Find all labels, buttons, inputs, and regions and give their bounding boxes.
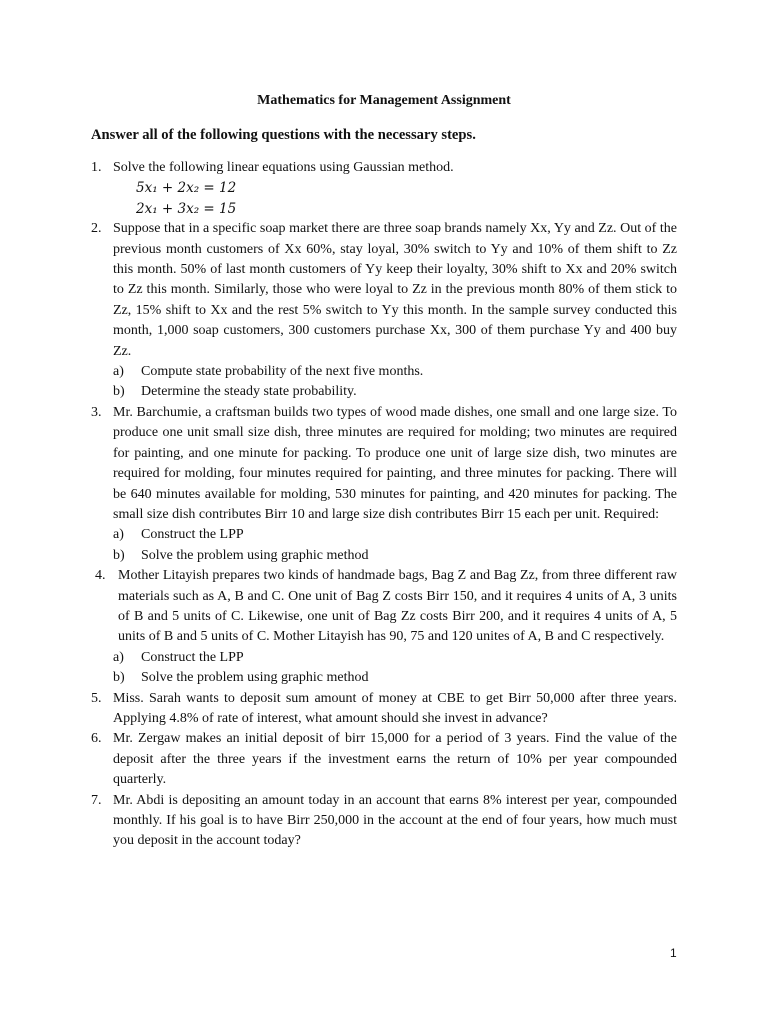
sub-question-text: Construct the LPP — [141, 649, 244, 665]
sub-question-mark: b) — [113, 384, 125, 400]
question-text: Mother Litayish prepares two kinds of handmade bags, Bag Z and Bag Zz, from three different raw materials such as A, B and C. One unit of Bag Z costs Birr 150, and it requires 4 units of A, 3 units of B and 5 units of C. Likewise, one unit of Bag Zz costs Birr 200, and it requires 4 units of A, 5 units of B and 5 units of C. Mother Litayish has 90, 75 and 120 unites of A, B and C respectively. — [118, 568, 677, 645]
page-number: 1 — [670, 946, 677, 960]
sub-question — [91, 668, 677, 688]
sub-question-text: Compute state probability of the next five months. — [141, 364, 424, 380]
question-text: Miss. Sarah wants to deposit sum amount of money at CBE to get Birr 50,000 after three years. Applying 4.8% of rate of interest, what amount should she invest in advance? — [113, 690, 677, 726]
question-text: Mr. Abdi is depositing an amount today in an account that earns 8% interest per year, compounded monthly. If his goal is to have Birr 250,000 in the account at the end of four years, how much must you deposit in the account today? — [113, 792, 677, 849]
equation-2: 2x₁ + 3x₂ = 15 — [136, 200, 237, 217]
sub-question — [91, 546, 677, 566]
question-number: 7. — [91, 792, 102, 808]
question-text: Mr. Zergaw makes an initial deposit of birr 15,000 for a period of 3 years. Find the value of the deposit after the three years if the investment earns the return of 10% per year compounded quarterly. — [113, 731, 677, 788]
question-number: 2. — [91, 221, 102, 237]
sub-question-text: Solve the problem using graphic method — [141, 547, 369, 563]
question-4 — [91, 566, 677, 648]
question-6 — [91, 729, 677, 790]
sub-question — [91, 382, 677, 402]
sub-question-text: Determine the steady state probability. — [141, 384, 357, 400]
question-list — [91, 158, 677, 852]
question-number: 3. — [91, 404, 102, 420]
sub-question-mark: b) — [113, 547, 125, 563]
sub-question-text: Construct the LPP — [141, 527, 244, 543]
question-3 — [91, 403, 677, 525]
sub-question-mark: a) — [113, 364, 124, 380]
sub-question — [91, 362, 677, 382]
question-number: 5. — [91, 690, 102, 706]
question-7 — [91, 791, 677, 852]
equation-1: 5x₁ + 2x₂ = 12 — [136, 180, 237, 197]
question-text: Suppose that in a specific soap market there are three soap brands namely Xx, Yy and Zz. Out of the previous month customers of Xx 60%, stay loyal, 30% switch to Yy and 10% of them shift to Zz this month. 50% of last month customers of Yy keep their loyalty, 30% shift to Xx and 20% switch to Zz this month. Similarly, those who were loyal to Zz in the previous month 80% of them stick to Zz, 15% shift to Xx and the rest 5% switch to Yy this month. In the sample survey conducted this month, 1,000 soap customers, 300 customers purchase Xx, 300 of them purchase Yy and 400 buy Zz. — [113, 221, 677, 359]
instructions: Answer all of the following questions with the necessary steps. — [91, 127, 476, 143]
document-title: Mathematics for Management Assignment — [257, 93, 511, 108]
sub-question — [91, 525, 677, 545]
question-text: Mr. Barchumie, a craftsman builds two types of wood made dishes, one small and one large size. To produce one unit small size dish, three minutes are required for molding; two minutes are required for painting, and one minute for packing. To produce one unit of large size dish, two minutes are required for molding, four minutes required for painting, and three minutes for packing. There will be 640 minutes available for molding, 530 minutes for painting, and 420 minutes for packing. The small size dish contributes Birr 10 and large size dish contributes Birr 15 each per unit. Required: — [113, 404, 677, 522]
sub-question — [91, 648, 677, 668]
question-number: 4. — [95, 568, 106, 584]
question-text: Solve the following linear equations using Gaussian method. — [113, 160, 454, 175]
question-number: 6. — [91, 731, 102, 747]
sub-question-mark: a) — [113, 649, 124, 665]
question-1 — [91, 158, 677, 219]
question-2 — [91, 219, 677, 362]
question-number: 1. — [91, 160, 102, 175]
sub-question-mark: b) — [113, 670, 125, 686]
sub-question-text: Solve the problem using graphic method — [141, 670, 369, 686]
sub-question-mark: a) — [113, 527, 124, 543]
question-5 — [91, 689, 677, 730]
